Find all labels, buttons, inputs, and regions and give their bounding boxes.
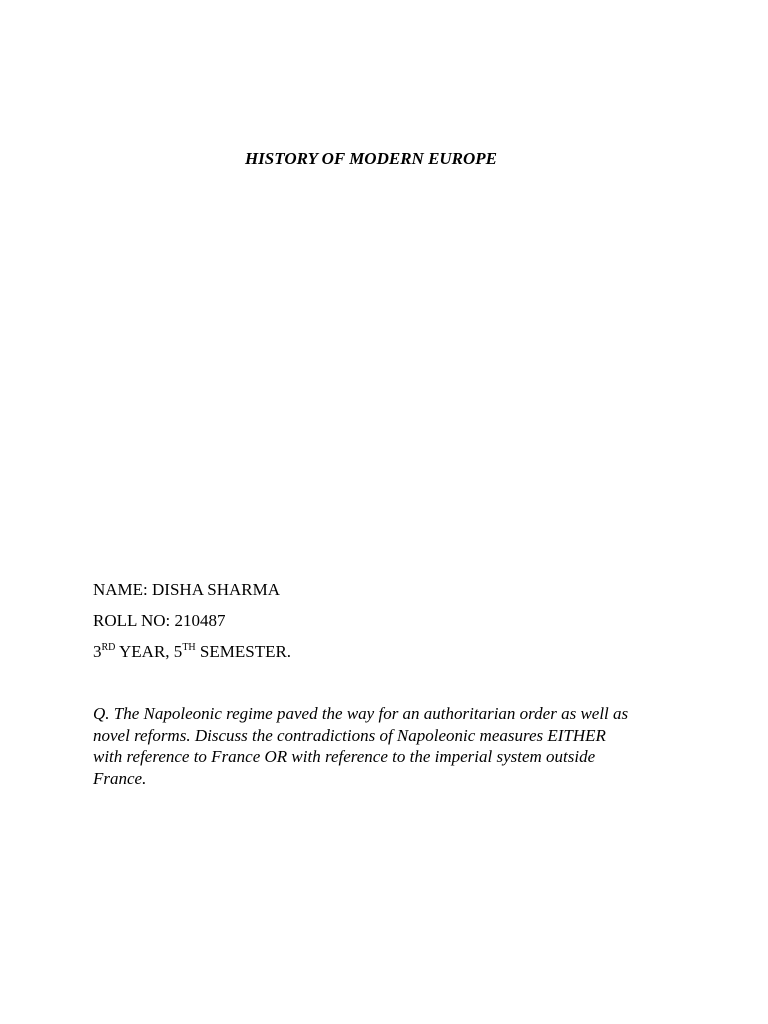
student-name: NAME: DISHA SHARMA — [93, 580, 281, 599]
question-line: novel reforms. Discuss the contradictions of Napoleonic measures EITHER — [93, 725, 606, 745]
question-text — [93, 703, 673, 789]
semester-suffix: TH — [182, 642, 196, 653]
semester-text: SEMESTER. — [195, 642, 292, 661]
year-semester — [93, 642, 291, 662]
question-line: France. — [93, 768, 147, 788]
question-line: Q. The Napoleonic regime paved the way for an authoritarian order as well as — [93, 704, 629, 723]
roll-number: ROLL NO: 210487 — [93, 611, 226, 630]
year-text: YEAR, 5 — [115, 642, 183, 661]
question-line: with reference to France OR with reference to the imperial system outside — [93, 747, 596, 766]
document-title: HISTORY OF MODERN EUROPE — [244, 149, 498, 168]
year-suffix: RD — [101, 642, 116, 653]
year-number: 3 — [93, 642, 102, 661]
